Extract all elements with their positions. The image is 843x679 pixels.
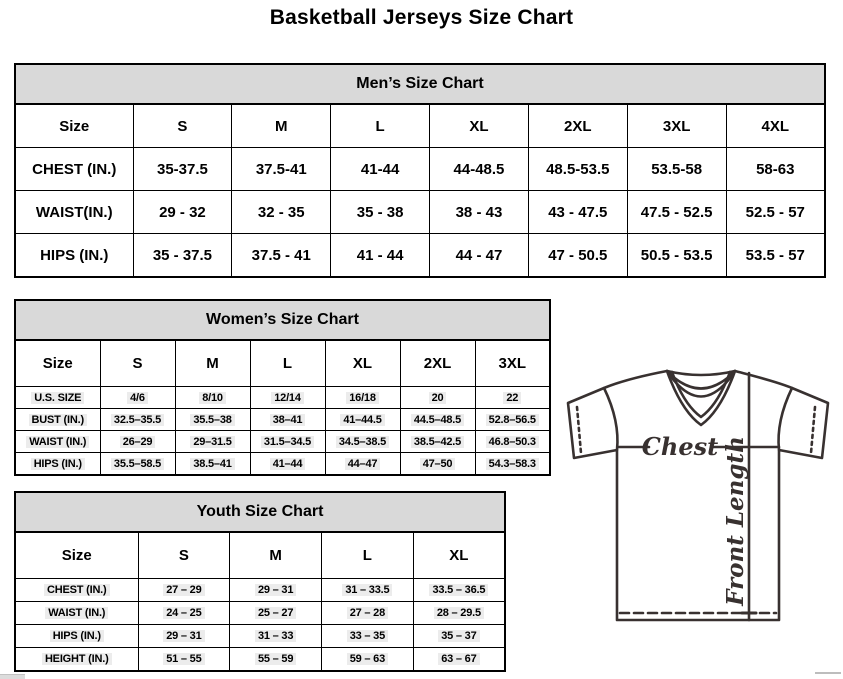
table-row [15, 234, 825, 278]
table-title: Women’s Size Chart [15, 300, 550, 340]
row-label: CHEST (IN.) [15, 579, 138, 602]
column-header: L [322, 532, 414, 579]
column-header: L [250, 340, 325, 387]
column-header: M [230, 532, 322, 579]
column-header: 4XL [726, 104, 825, 148]
size-value-cell: 41-44 [331, 148, 430, 191]
size-value-cell: 53.5 - 57 [726, 234, 825, 278]
size-value-cell: 26–29 [100, 431, 175, 453]
bottom-left-page-fragment [0, 674, 25, 679]
size-value-cell: 41 - 44 [331, 234, 430, 278]
size-value-cell: 29–31.5 [175, 431, 250, 453]
size-value-cell: 34.5–38.5 [325, 431, 400, 453]
row-label: WAIST (IN.) [15, 431, 100, 453]
table-row [15, 579, 505, 602]
size-value-cell: 63 – 67 [413, 648, 505, 672]
column-header: S [133, 104, 232, 148]
column-header: Size [15, 532, 138, 579]
size-value-cell: 44 - 47 [430, 234, 529, 278]
row-label: HEIGHT (IN.) [15, 648, 138, 672]
bottom-right-page-fragment [815, 672, 841, 674]
size-value-cell: 38.5–41 [175, 453, 250, 476]
size-value-cell: 35.5–38 [175, 409, 250, 431]
size-value-cell: 29 – 31 [138, 625, 230, 648]
size-value-cell: 35.5–58.5 [100, 453, 175, 476]
column-header: Size [15, 104, 133, 148]
size-value-cell: 47–50 [400, 453, 475, 476]
size-table [14, 299, 551, 476]
size-value-cell: 48.5-53.5 [528, 148, 627, 191]
column-header: S [138, 532, 230, 579]
column-header: 2XL [400, 340, 475, 387]
size-value-cell: 47 - 50.5 [528, 234, 627, 278]
size-value-cell: 37.5-41 [232, 148, 331, 191]
size-value-cell: 33 – 35 [322, 625, 414, 648]
size-value-cell: 47.5 - 52.5 [627, 191, 726, 234]
size-value-cell: 29 – 31 [230, 579, 322, 602]
column-header: L [331, 104, 430, 148]
size-value-cell: 52.8–56.5 [475, 409, 550, 431]
size-value-cell: 52.5 - 57 [726, 191, 825, 234]
table-title: Youth Size Chart [15, 492, 505, 532]
table-title: Men’s Size Chart [15, 64, 825, 104]
column-header: 3XL [627, 104, 726, 148]
row-label: WAIST(IN.) [15, 191, 133, 234]
size-value-cell: 32.5–35.5 [100, 409, 175, 431]
table-row [15, 409, 550, 431]
column-header: XL [430, 104, 529, 148]
size-value-cell: 58-63 [726, 148, 825, 191]
size-value-cell: 16/18 [325, 387, 400, 409]
size-value-cell: 29 - 32 [133, 191, 232, 234]
row-label: CHEST (IN.) [15, 148, 133, 191]
size-value-cell: 31.5–34.5 [250, 431, 325, 453]
youth-size-table [14, 491, 506, 672]
size-value-cell: 41–44 [250, 453, 325, 476]
womens-size-table [14, 299, 551, 476]
size-value-cell: 27 – 29 [138, 579, 230, 602]
size-value-cell: 54.3–58.3 [475, 453, 550, 476]
size-value-cell: 38.5–42.5 [400, 431, 475, 453]
row-label: U.S. SIZE [15, 387, 100, 409]
table-row [15, 431, 550, 453]
table-row [15, 602, 505, 625]
size-value-cell: 25 – 27 [230, 602, 322, 625]
jersey-outline [568, 371, 828, 620]
size-value-cell: 43 - 47.5 [528, 191, 627, 234]
size-value-cell: 35 – 37 [413, 625, 505, 648]
column-header: 2XL [528, 104, 627, 148]
size-value-cell: 28 – 29.5 [413, 602, 505, 625]
size-value-cell: 27 – 28 [322, 602, 414, 625]
size-value-cell: 51 – 55 [138, 648, 230, 672]
size-value-cell: 41–44.5 [325, 409, 400, 431]
size-value-cell: 4/6 [100, 387, 175, 409]
size-value-cell: 31 – 33.5 [322, 579, 414, 602]
row-label: HIPS (IN.) [15, 234, 133, 278]
size-value-cell: 44–47 [325, 453, 400, 476]
size-value-cell: 55 – 59 [230, 648, 322, 672]
row-label: HIPS (IN.) [15, 625, 138, 648]
size-value-cell: 59 – 63 [322, 648, 414, 672]
size-value-cell: 8/10 [175, 387, 250, 409]
page-title: Basketball Jerseys Size Chart [269, 6, 574, 29]
table-row [15, 625, 505, 648]
size-value-cell: 35 - 38 [331, 191, 430, 234]
size-value-cell: 37.5 - 41 [232, 234, 331, 278]
front-length-label: Front Length [722, 436, 749, 606]
column-header: Size [15, 340, 100, 387]
chest-label: Chest [641, 432, 719, 461]
row-label: HIPS (IN.) [15, 453, 100, 476]
size-value-cell: 22 [475, 387, 550, 409]
size-value-cell: 38 - 43 [430, 191, 529, 234]
size-value-cell: 35 - 37.5 [133, 234, 232, 278]
size-value-cell: 44-48.5 [430, 148, 529, 191]
size-value-cell: 53.5-58 [627, 148, 726, 191]
table-row [15, 453, 550, 476]
column-header: XL [325, 340, 400, 387]
size-value-cell: 46.8–50.3 [475, 431, 550, 453]
size-value-cell: 38–41 [250, 409, 325, 431]
table-row [15, 648, 505, 672]
table-row [15, 387, 550, 409]
size-value-cell: 20 [400, 387, 475, 409]
row-label: WAIST (IN.) [15, 602, 138, 625]
column-header: S [100, 340, 175, 387]
size-value-cell: 31 – 33 [230, 625, 322, 648]
column-header: M [232, 104, 331, 148]
size-value-cell: 12/14 [250, 387, 325, 409]
column-header: M [175, 340, 250, 387]
size-table [14, 491, 506, 672]
column-header: XL [413, 532, 505, 579]
size-value-cell: 50.5 - 53.5 [627, 234, 726, 278]
mens-size-table [14, 63, 826, 278]
table-row [15, 191, 825, 234]
size-table [14, 63, 826, 278]
size-value-cell: 35-37.5 [133, 148, 232, 191]
column-header: 3XL [475, 340, 550, 387]
size-value-cell: 33.5 – 36.5 [413, 579, 505, 602]
size-value-cell: 24 – 25 [138, 602, 230, 625]
size-value-cell: 44.5–48.5 [400, 409, 475, 431]
jersey-measurement-diagram [560, 366, 832, 628]
size-value-cell: 32 - 35 [232, 191, 331, 234]
table-row [15, 148, 825, 191]
row-label: BUST (IN.) [15, 409, 100, 431]
